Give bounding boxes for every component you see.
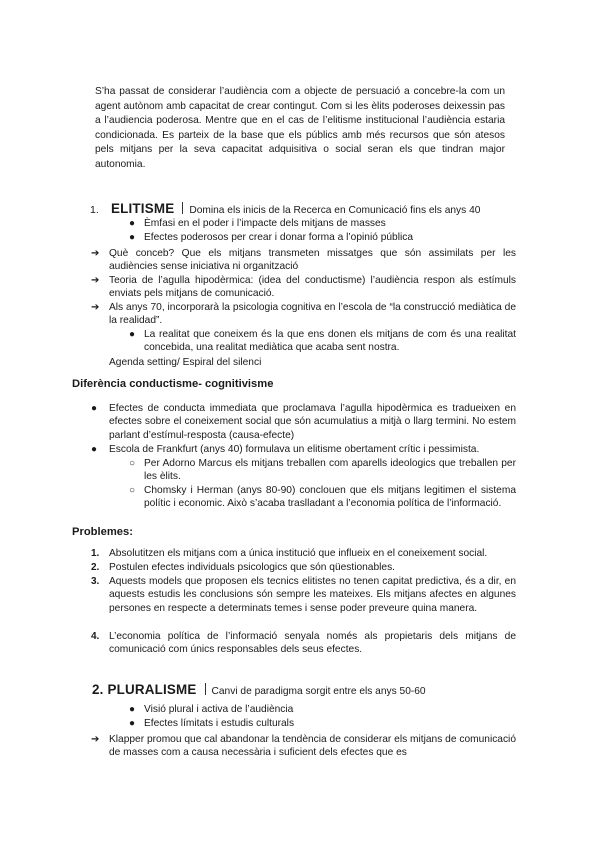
list-item: Efectes poderosos per crear i donar forma a l’opinió pública [144, 232, 413, 243]
circle-bullet-icon: ○ [129, 458, 136, 469]
sub-item: Chomsky i Herman (anys 80-90) conclouen que els mitjans legitimen el sistema polític i economic. Això s’acaba traslladant a l’economia política de l’informació. [144, 485, 516, 510]
arrow-icon: ➔ [91, 275, 100, 286]
bullet-icon: ● [129, 218, 136, 229]
list-item: Absolutitzen els mitjans com a única institució que influeix en el coneixement social. [109, 548, 488, 559]
bullet-icon: ● [129, 718, 136, 729]
intro-paragraph [95, 85, 505, 173]
bullet-icon: ● [91, 403, 98, 414]
arrow-icon: ➔ [91, 248, 100, 259]
bullet-icon: ● [129, 329, 136, 340]
list-number: 2. [91, 562, 100, 573]
section-2-desc: Canvi de paradigma sorgit entre els anys 50-60 [211, 686, 426, 697]
list-item: Efectes límitats i estudis culturals [144, 718, 295, 729]
list-item: Postulen efectes individuals psicologics que són qüestionables. [109, 562, 395, 573]
arrow-item: Als anys 70, incorporarà la psicologia cognitiva en l’escola de “la construcció mediàtica de la realidad”. [109, 302, 516, 327]
sub-item: Per Adorno Marcus els mitjans treballen com aparells ideologics que treballen per les èlits. [144, 458, 516, 483]
problems-heading: Problemes: [72, 526, 133, 538]
section-1-heading [111, 200, 480, 218]
arrow-item: Teoria de l’agulla hipodèrmica: (idea del conductisme) l’audiència respon als estímuls enviats pels mitjans de comunicació. [109, 275, 516, 300]
section-2-title: 2. PLURALISME [92, 682, 197, 697]
list-item: L’economia política de l’informació senyala només als propietaris dels mitjans de comunicació com únics responsables dels seus efectes. [109, 631, 516, 656]
arrow-icon: ➔ [91, 734, 100, 745]
arrow-item: Klapper promou que cal abandonar la tendència de considerar els mitjans de comunicació de masses com a causa necessària i suficient dels efectes que es [109, 734, 516, 759]
section-2-heading [92, 681, 426, 699]
arrow-icon: ➔ [91, 302, 100, 313]
list-number: 4. [91, 631, 100, 642]
bullet-icon: ● [91, 444, 98, 455]
list-number: 3. [91, 576, 100, 587]
list-item: Èmfasi en el poder i l’impacte dels mitjans de masses [144, 218, 386, 229]
bullet-icon: ● [129, 232, 136, 243]
section-1-number: 1. [90, 204, 99, 216]
intro-text: S’ha passat de considerar l’audiència com a objecte de persuació a concebre-la com un agent autònom amb capacitat de crear contingut. Com si les èlits poderoses deixessin pas a l’audiencia poderosa. Mentre que en el cas de l’elitisme institucional l’audiència estaria condicionada. Es parteix de la base que els públics amb més recursos que són atesos pels mitjans per la seva capacitat adquisitiva o social seran els que tindran major autonomia. [95, 86, 505, 170]
bullet-icon: ● [129, 704, 136, 715]
section-1-desc: Domina els inicis de la Recerca en Comunicació fins els anys 40 [189, 205, 481, 216]
section-1-title: ELITISME [111, 201, 175, 216]
sub-bullet: La realitat que coneixem és la que ens donen els mitjans de com és una realitat concebida, una realitat mediàtica que acaba sent nostra. [144, 329, 516, 354]
arrow-item: Què conceb? Que els mitjans transmeten missatges que són assimilats per les audiències sense iniciativa ni organització [109, 248, 516, 273]
divider [205, 683, 206, 695]
divider [182, 202, 183, 214]
list-number: 1. [91, 548, 100, 559]
list-item: Efectes de conducta immediata que proclamava l’agulla hipodèrmica es tradueixen en efectes sobre el coneixement social que són acumulatius a mitjà o llarg termini. No estem parlant d’estímul-resposta (causa-efecte) [109, 403, 516, 441]
agenda-line: Agenda setting/ Espiral del silenci [109, 357, 262, 368]
circle-bullet-icon: ○ [129, 485, 136, 496]
list-item: Visió plural i activa de l’audiència [144, 704, 294, 715]
list-item: Escola de Frankfurt (anys 40) formulava un elitisme obertament crític i pessimista. [109, 444, 480, 455]
diff-heading: Diferència conductisme- cognitivisme [72, 378, 274, 390]
list-item: Aquests models que proposen els tecnics elitistes no tenen capitat predictiva, és a dir, en aquests estudis les conclusions són sempre les mateixes. Els mitjans afectes en algunes persones en respecte a determinats temes i sense poder preveure quina manera. [109, 576, 516, 614]
